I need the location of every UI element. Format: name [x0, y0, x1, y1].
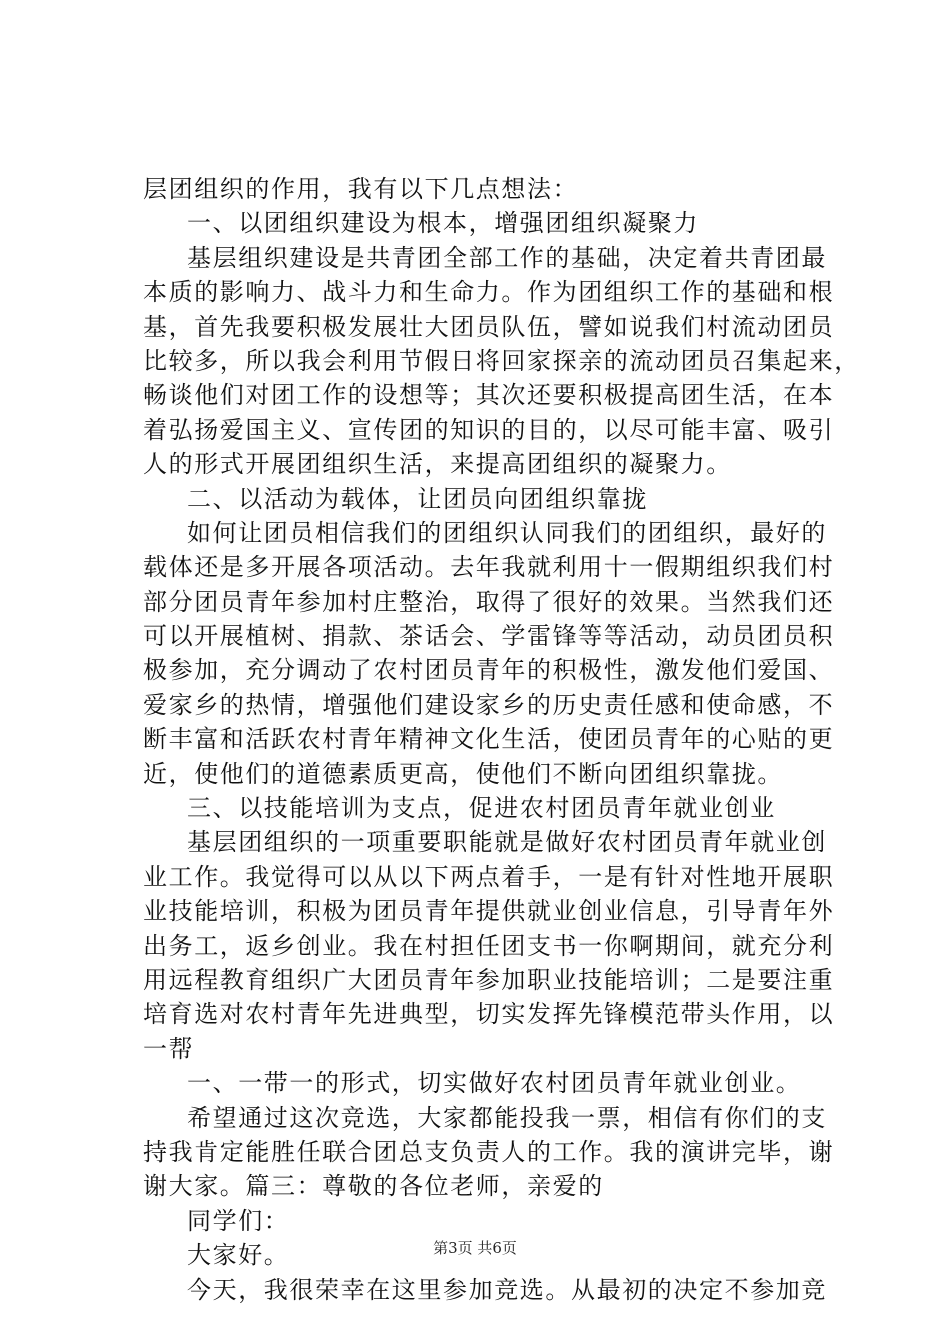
text-line: 谢大家。篇三：尊敬的各位老师，亲爱的 [143, 1172, 604, 1201]
text-line: 如何让团员相信我们的团组织认同我们的团组织，最好的 [187, 518, 827, 547]
text-line: 三、以技能培训为支点，促进农村团员青年就业创业 [187, 794, 776, 823]
text-line: 二、以活动为载体，让团员向团组织靠拢 [187, 484, 648, 513]
text-line: 同学们： [187, 1206, 290, 1235]
text-line: 持我肯定能胜任联合团总支负责人的工作。我的演讲完毕，谢 [143, 1137, 835, 1166]
text-line: 近，使他们的道德素质更高，使他们不断向团组织靠拢。 [143, 759, 783, 788]
document-body [143, 172, 860, 1307]
text-line: 希望通过这次竞选，大家都能投我一票，相信有你们的支 [187, 1103, 827, 1132]
text-line: 出务工，返乡创业。我在村担任团支书一你啊期间，就充分利 [143, 931, 835, 960]
text-line: 爱家乡的热情，增强他们建设家乡的历史责任感和使命感，不 [143, 690, 835, 719]
text-line: 一、一带一的形式，切实做好农村团员青年就业创业。 [187, 1069, 802, 1098]
text-line: 部分团员青年参加村庄整治，取得了很好的效果。当然我们还 [143, 587, 835, 616]
text-line: 着弘扬爱国主义、宣传团的知识的目的，以尽可能丰富、吸引 [143, 415, 835, 444]
text-line: 今天，我很荣幸在这里参加竞选。从最初的决定不参加竞 [187, 1275, 827, 1304]
text-line: 本质的影响力、战斗力和生命力。作为团组织工作的基础和根 [143, 278, 835, 307]
text-line: 基层组织建设是共青团全部工作的基础，决定着共青团最 [187, 243, 827, 272]
page-footer: 第3页 共6页 [433, 1239, 517, 1257]
text-line: 一帮 [143, 1034, 195, 1063]
text-line: 比较多，所以我会利用节假日将回家探亲的流动团员召集起来， [143, 346, 860, 375]
text-line: 断丰富和活跃农村青年精神文化生活，使团员青年的心贴的更 [143, 725, 835, 754]
text-line: 培育选对农村青年先进典型，切实发挥先锋模范带头作用，以 [143, 1000, 835, 1029]
text-line: 可以开展植树、捐款、茶话会、学雷锋等等活动，动员团员积 [143, 622, 835, 651]
text-line: 基，首先我要积极发展壮大团员队伍，譬如说我们村流动团员 [143, 312, 835, 341]
text-line: 业工作。我觉得可以从以下两点着手，一是有针对性地开展职 [143, 862, 835, 891]
text-line: 载体还是多开展各项活动。去年我就利用十一假期组织我们村 [143, 553, 835, 582]
text-line: 大家好。 [187, 1241, 290, 1270]
text-line: 用远程教育组织广大团员青年参加职业技能培训；二是要注重 [143, 965, 835, 994]
text-line: 畅谈他们对团工作的设想等；其次还要积极提高团生活，在本 [143, 381, 835, 410]
text-line: 极参加，充分调动了农村团员青年的积极性，激发他们爱国、 [143, 656, 835, 685]
text-line: 人的形式开展团组织生活，来提高团组织的凝聚力。 [143, 450, 732, 479]
text-line: 基层团组织的一项重要职能就是做好农村团员青年就业创 [187, 828, 827, 857]
text-line: 一、以团组织建设为根本，增强团组织凝聚力 [187, 209, 699, 238]
text-line: 层团组织的作用，我有以下几点想法： [143, 175, 579, 203]
text-line: 业技能培训，积极为团员青年提供就业创业信息，引导青年外 [143, 897, 835, 926]
